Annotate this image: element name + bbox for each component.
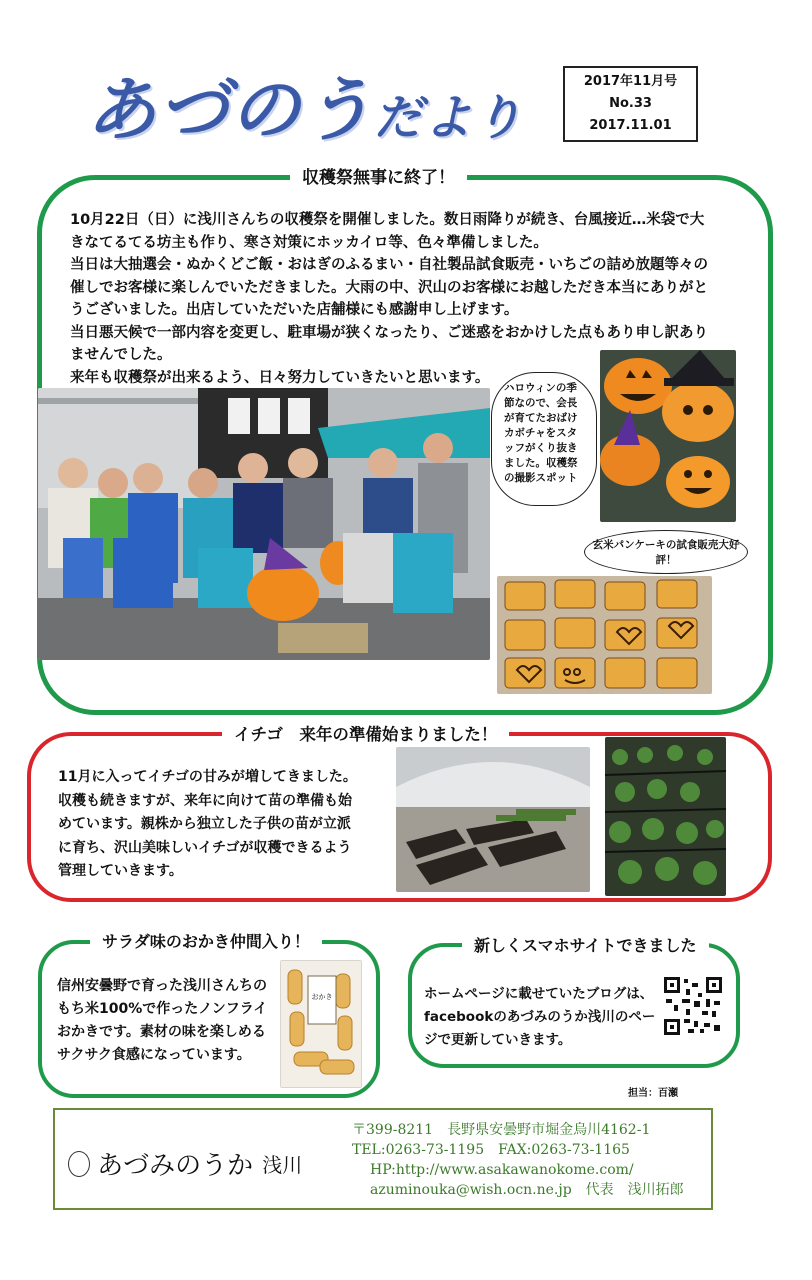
issue-info-box [563, 66, 698, 142]
halloween-bubble [491, 372, 597, 506]
issue-month: 2017年11月号 [583, 74, 678, 89]
title-main: あづのう [86, 69, 374, 151]
greenhouse-photo [396, 747, 590, 892]
footer-email[interactable]: azuminouka@wish.ocn.ne.jp 代表 浅川拓郎 [370, 1182, 684, 1198]
newsletter-title [86, 70, 524, 158]
pumpkin-photo [600, 350, 736, 522]
issue-number: No.33 [609, 96, 652, 111]
strawberry-text: 11月に入ってイチゴの甘みが増してきました。収穫も続きますが、来年に向けて苗の準備も始めています。親株から独立した子供の苗が立派に育ち、沢山美味しいイチゴが収穫できるよう管理していきます。 [58, 769, 357, 879]
qr-code[interactable] [662, 975, 724, 1037]
logo-mark-icon [68, 1151, 90, 1177]
pancake-bubble [584, 530, 748, 574]
pancake-bubble-text: 玄米パンケーキの試食販売大好評！ [592, 539, 740, 566]
harvest-heading: 収穫祭無事に終了！ [290, 163, 467, 188]
company-logo [68, 1145, 302, 1179]
footer-address-block [352, 1120, 708, 1200]
staff-note: 担当：百瀬 [628, 1088, 678, 1099]
title-small: だより [374, 90, 525, 146]
okaki-heading: サラダ味のおかき仲間入り！ [90, 929, 322, 952]
harvest-paragraph: 当日は大抽選会・ぬかくどご飯・おはぎのふるまい・自社製品試食販売・いちごの詰め放題等々の催しでお客様に楽しんでいただきました。大雨の中、沢山のお客様にお越しただき本当にありがとうございました。出店していただいた店舗様にも感謝申し上げます。 [70, 257, 708, 318]
footer-postal: 〒399-8211 長野県安曇野市堀金烏川4162-1 [352, 1122, 651, 1138]
smartphone-text: ホームページに載せていたブログは、facebookのあづみのうか浅川のページで更新していきます。 [424, 986, 656, 1048]
harvest-paragraph: 10月22日（日）に浅川さんちの収穫祭を開催しました。数日雨降りが続き、台風接近…米袋で大きなてるてる坊主も作り、寒さ対策にホッカイロ等、色々準備しました。 [70, 212, 705, 251]
seedlings-photo [605, 737, 726, 896]
halloween-bubble-text: ハロウィンの季節なので、会長が育てたおばけカボチャをスタッフがくり抜きました。収穫祭の撮影スポット [504, 382, 578, 484]
pancake-photo [497, 576, 712, 694]
issue-date: 2017.11.01 [589, 118, 672, 133]
harvest-paragraph: 当日悪天候で一部内容を変更し、駐車場が狭くなったり、ご迷惑をおかけした点もあり申し訳ありませんでした。 [70, 324, 708, 363]
okaki-package-label: おかき [311, 993, 333, 1001]
group-photo [38, 388, 490, 660]
footer-phone: TEL:0263-73-1195 FAX:0263-73-1165 [352, 1142, 630, 1158]
smartphone-heading: 新しくスマホサイトできました [462, 933, 709, 956]
okaki-text: 信州安曇野で育った浅川さんちのもち米100%で作ったノンフライおかきです。素材の味を楽しめるサクサク食感になっています。 [57, 978, 268, 1063]
strawberry-heading: イチゴ 来年の準備始まりました！ [222, 721, 509, 745]
footer-hp-link[interactable]: HP:http://www.asakawanokome.com/ [370, 1162, 634, 1178]
logo-text: あづみのうか [97, 1151, 254, 1181]
okaki-package-photo [280, 960, 362, 1088]
harvest-paragraph: 来年も収穫祭が出来るよう、日々努力していきたいと思います。 [70, 369, 490, 386]
logo-subtext: 浅川 [262, 1153, 303, 1177]
